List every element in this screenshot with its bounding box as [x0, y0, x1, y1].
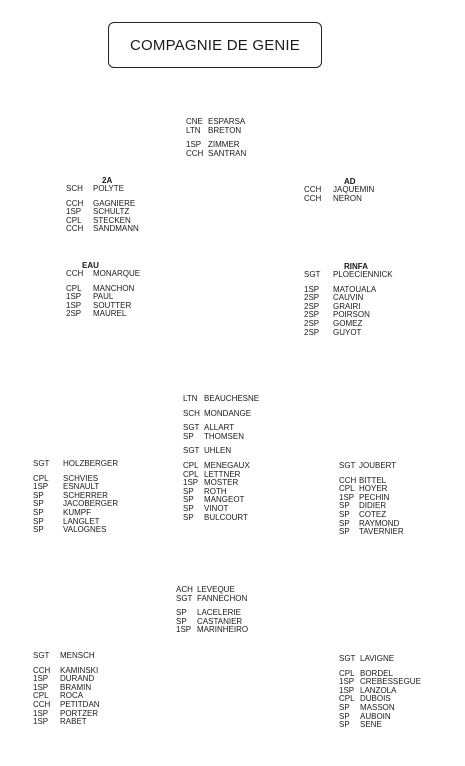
person-name: CASTANIER — [197, 616, 243, 626]
rank: CCH — [33, 665, 51, 675]
rank: SP — [339, 501, 350, 511]
person-name: JOUBERT — [359, 461, 397, 470]
rank: SP — [339, 720, 350, 730]
roster-block — [176, 586, 248, 635]
rank: 1SP — [66, 207, 82, 217]
roster-entry — [304, 271, 393, 280]
rank: LTN — [183, 394, 198, 403]
rank: CCH — [339, 475, 357, 485]
rank: SGT — [339, 654, 356, 663]
rank: CPL — [183, 460, 199, 470]
person-name: KUMPF — [63, 507, 91, 517]
section-heading: EAU — [82, 261, 99, 270]
roster-entry — [176, 626, 248, 635]
person-name: PAUL — [93, 292, 114, 302]
section-heading: AD — [344, 177, 356, 186]
person-name: FANNECHON — [197, 593, 248, 603]
person-name: THOMSEN — [204, 431, 244, 441]
person-name: BRETON — [208, 125, 242, 135]
rank: CCH — [304, 185, 322, 194]
person-name: VINOT — [204, 503, 229, 513]
person-name: SANTRAN — [208, 148, 247, 158]
rank: 1SP — [304, 284, 320, 294]
rank: 1SP — [33, 717, 49, 727]
rank: 1SP — [176, 625, 192, 635]
person-name: LAVIGNE — [360, 654, 395, 663]
person-name: MASSON — [360, 702, 395, 712]
person-name: MENSCH — [60, 651, 95, 660]
person-name: SCHVIES — [63, 473, 99, 483]
person-name: BORDEL — [360, 668, 393, 678]
person-name: PECHIN — [359, 492, 390, 502]
person-name: GUYOT — [333, 327, 362, 337]
person-name: DIDIER — [359, 501, 387, 511]
roster-entry — [66, 225, 139, 234]
rank: SP — [33, 516, 44, 526]
person-name: SCHULTZ — [93, 207, 130, 217]
roster-entry — [186, 150, 246, 159]
roster-entry — [33, 460, 118, 469]
person-name: BULCOURT — [204, 512, 248, 522]
person-name: LANGLET — [63, 516, 100, 526]
rank: 1SP — [33, 482, 49, 492]
roster-entry — [304, 195, 374, 204]
person-name: ESPARSA — [208, 117, 246, 126]
roster-block — [183, 395, 259, 522]
person-name: GOMEZ — [333, 318, 363, 328]
person-name: UHLEN — [204, 446, 232, 456]
rank: SCH — [66, 184, 83, 193]
rank: 1SP — [66, 300, 82, 310]
page-title: COMPAGNIE DE GENIE — [129, 36, 300, 54]
roster-block — [33, 652, 100, 727]
roster-block — [304, 262, 393, 337]
person-name: POIRSON — [333, 310, 370, 320]
person-name: PLOECIENNICK — [333, 270, 393, 279]
roster-entry — [66, 310, 140, 319]
rank: SCH — [183, 408, 200, 418]
rank: 1SP — [33, 708, 49, 718]
section-heading: 2A — [102, 176, 113, 185]
rank: SP — [183, 503, 194, 513]
person-name: TAVERNIER — [359, 527, 404, 537]
rank: CPL — [339, 484, 355, 494]
person-name: MENEGAUX — [204, 460, 250, 470]
rank: SP — [339, 518, 350, 528]
roster-entry — [339, 528, 404, 537]
person-name: LETTNER — [204, 469, 241, 479]
person-name: MONDANGE — [204, 408, 252, 418]
person-name: LANZOLA — [360, 685, 397, 695]
roster-block — [339, 462, 404, 537]
rank: 2SP — [304, 310, 320, 320]
person-name: NERON — [333, 193, 362, 203]
roster-entry — [183, 433, 259, 442]
rank: CPL — [183, 469, 199, 479]
rank: 1SP — [339, 685, 355, 695]
person-name: MONARQUE — [93, 269, 141, 278]
roster-entry — [33, 526, 118, 535]
person-name: COTEZ — [359, 509, 387, 519]
person-name: MANCHON — [93, 283, 135, 293]
rank: SP — [339, 527, 350, 537]
roster-entry — [183, 395, 259, 404]
rank: 2SP — [304, 301, 320, 311]
rank: SP — [33, 499, 44, 509]
rank: SGT — [176, 593, 193, 603]
roster-entry — [339, 721, 421, 730]
person-name: BITTEL — [359, 475, 387, 485]
rank: SP — [33, 490, 44, 500]
rank: CPL — [33, 473, 49, 483]
title-box — [108, 22, 322, 68]
rank: CCH — [304, 193, 322, 203]
roster-entry — [33, 718, 100, 727]
rank: SP — [339, 711, 350, 721]
rank: ACH — [176, 585, 193, 594]
person-name: SANDMANN — [93, 224, 139, 234]
rank: SP — [183, 431, 194, 441]
rank: SP — [176, 616, 187, 626]
rank: SP — [339, 509, 350, 519]
rank: SP — [176, 608, 187, 618]
person-name: MARINHEIRO — [197, 625, 249, 635]
person-name: CREBESSEGUE — [360, 677, 421, 687]
rank: CCH — [66, 269, 84, 278]
rank: 2SP — [304, 318, 320, 328]
rank: 2SP — [304, 327, 320, 337]
person-name: ZIMMER — [208, 140, 240, 150]
roster-entry — [183, 410, 259, 419]
rank: 1SP — [186, 140, 202, 150]
roster-block — [33, 460, 118, 535]
person-name: CAUVIN — [333, 293, 364, 303]
roster-entry — [339, 655, 421, 664]
rank: SGT — [183, 423, 200, 433]
rank: CPL — [66, 215, 82, 225]
roster-block — [186, 118, 246, 158]
person-name: MANGEOT — [204, 495, 245, 505]
rank: CCH — [66, 198, 84, 208]
rank: SGT — [304, 270, 321, 279]
roster-entry — [176, 595, 248, 604]
rank: SP — [33, 507, 44, 517]
roster-entry — [33, 652, 100, 661]
person-name: VALOGNES — [63, 525, 107, 535]
person-name: RABET — [60, 717, 87, 727]
rank: 1SP — [339, 492, 355, 502]
rank: CPL — [339, 694, 355, 704]
rank: 1SP — [33, 682, 49, 692]
roster-block — [66, 176, 139, 234]
rank: 2SP — [304, 293, 320, 303]
rank: 1SP — [183, 478, 199, 488]
roster-entry — [183, 514, 259, 523]
person-name: JAQUEMIN — [333, 185, 375, 194]
rank: CCH — [33, 699, 51, 709]
roster-block — [66, 261, 140, 319]
rank: CPL — [339, 668, 355, 678]
rank: CPL — [33, 691, 49, 701]
person-name: STECKEN — [93, 215, 131, 225]
person-name: HOYER — [359, 484, 388, 494]
rank: CCH — [66, 224, 84, 234]
person-name: SOUTTER — [93, 300, 132, 310]
person-name: DURAND — [60, 674, 95, 684]
person-name: PORTZER — [60, 708, 99, 718]
person-name: ESNAULT — [63, 482, 100, 492]
person-name: HOLZBERGER — [63, 459, 119, 468]
roster-entry — [183, 447, 259, 456]
rank: CCH — [186, 148, 204, 158]
person-name: AUBOIN — [360, 711, 391, 721]
person-name: MOSTER — [204, 478, 239, 488]
rank: 1SP — [33, 674, 49, 684]
person-name: LACELERIE — [197, 608, 242, 618]
roster-entry — [339, 462, 404, 471]
section-heading: RINFA — [344, 262, 368, 271]
person-name: MAUREL — [93, 309, 127, 319]
person-name: ROTH — [204, 486, 227, 496]
rank: SP — [339, 702, 350, 712]
roster-entry — [66, 185, 139, 194]
person-name: DUBOIS — [360, 694, 391, 704]
roster-entry — [186, 127, 246, 136]
rank: 1SP — [66, 292, 82, 302]
rank: SP — [33, 525, 44, 535]
rank: SP — [183, 512, 194, 522]
person-name: MATOUALA — [333, 284, 377, 294]
person-name: ROCA — [60, 691, 84, 701]
rank: SP — [183, 486, 194, 496]
person-name: BRAMIN — [60, 682, 92, 692]
person-name: LEVEQUE — [197, 585, 235, 594]
rank: SGT — [339, 461, 356, 470]
rank: 1SP — [339, 677, 355, 687]
roster-block — [339, 655, 421, 730]
roster-entry — [304, 329, 393, 338]
rank: CPL — [66, 283, 82, 293]
person-name: RAYMOND — [359, 518, 400, 528]
person-name: ALLART — [204, 423, 235, 433]
rank: SGT — [33, 651, 50, 660]
person-name: GAGNIERE — [93, 198, 136, 208]
person-name: POLYTE — [93, 184, 124, 193]
rank: CNE — [186, 117, 203, 126]
roster-block — [304, 177, 374, 203]
rank: SGT — [183, 446, 200, 456]
roster-entry — [66, 270, 140, 279]
rank: LTN — [186, 125, 201, 135]
person-name: PETITDAN — [60, 699, 100, 709]
person-name: BEAUCHESNE — [204, 394, 260, 403]
person-name: KAMINSKI — [60, 665, 99, 675]
rank: SGT — [33, 459, 50, 468]
rank: SP — [183, 495, 194, 505]
person-name: JACOBERGER — [63, 499, 119, 509]
rank: 2SP — [66, 309, 82, 319]
person-name: SENE — [360, 720, 382, 730]
person-name: GRAIRI — [333, 301, 361, 311]
person-name: SCHERRER — [63, 490, 108, 500]
